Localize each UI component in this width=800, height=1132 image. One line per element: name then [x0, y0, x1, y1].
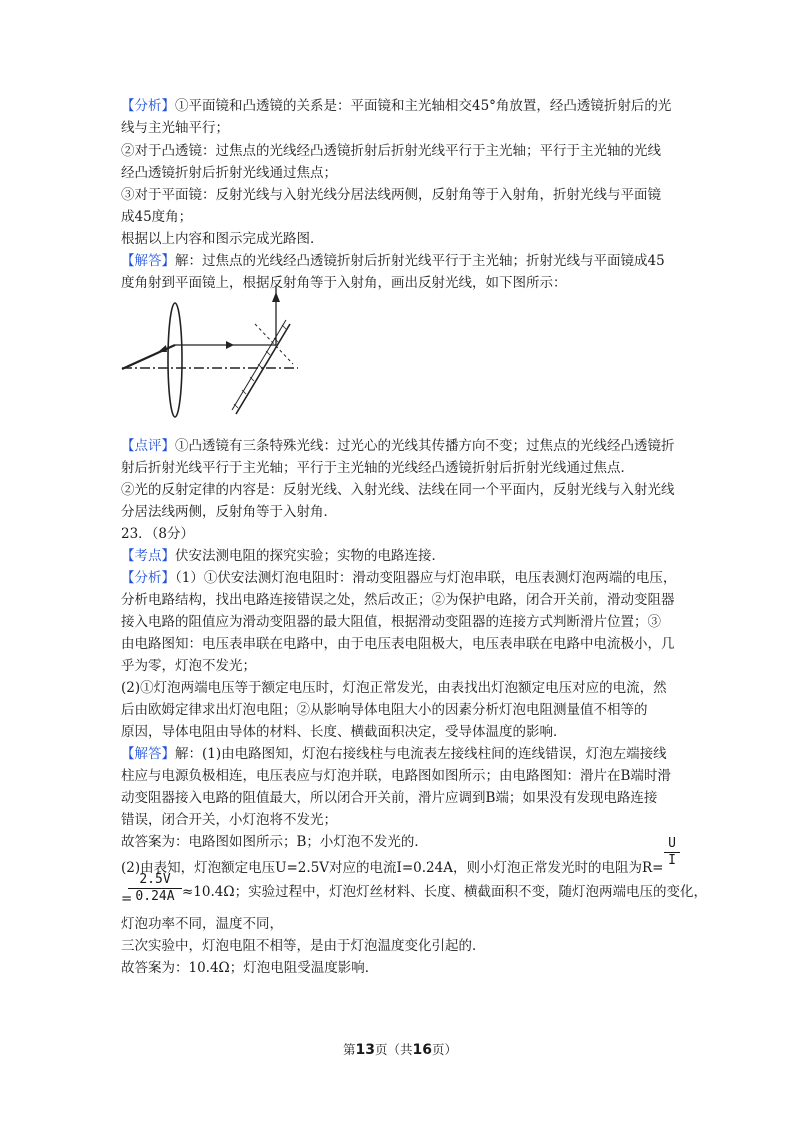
plane-mirror	[236, 324, 290, 414]
analysis2-line-8: 原因，导体电阻由导体的材料、长度、横截面积决定，受导体温度的影响．	[121, 724, 567, 740]
answer2-line-9: 三次实验中，灯泡电阻不相等，是由于灯泡温度变化引起的．	[121, 938, 486, 954]
question-number: 23．（8分）	[121, 526, 195, 542]
answer-line-2: 度角射到平面镜上，根据反射角等于入射角，画出反射光线，如下图所示：	[121, 275, 567, 291]
comment-line-1: 【点评】①凸透镜有三条特殊光线：过光心的光线其传播方向不变；过焦点的光线经凸透镜折	[121, 438, 675, 454]
answer2-line-5: 故答案为：电路图如图所示；B；小灯泡不发光的．	[121, 834, 428, 850]
analysis-line-4: 经凸透镜折射后折射光线通过焦点；	[121, 165, 337, 181]
analysis-line-2: 线与主光轴平行；	[121, 120, 229, 136]
keypoint-tag: 【考点】	[121, 548, 175, 564]
reflected-arrow	[272, 292, 280, 302]
light-path-diagram	[118, 282, 318, 422]
answer-tag: 【解答】	[121, 253, 175, 269]
analysis2-line-4: 由电路图知：电压表串联在电路中，由于电压表电阻极大，电压表串联在电路中电流极小，几	[121, 636, 675, 652]
answer2-line-7: ≈10.4Ω；实验过程中，灯泡灯丝材料、长度、横截面积不变，随灯泡两端电压的变化，	[182, 884, 708, 900]
mirror-hatching	[234, 325, 286, 408]
convex-lens	[168, 303, 182, 417]
analysis-line-1: 【分析】①平面镜和凸透镜的关系是：平面镜和主光轴相交45°角放置，经凸透镜折射后的光	[121, 98, 672, 114]
answer2-line-4: 错误，闭合开关，小灯泡将不发光；	[121, 812, 337, 828]
analysis2-line-6: (2)①灯泡两端电压等于额定电压时，灯泡正常发光，由表找出灯泡额定电压对应的电流，然	[121, 680, 667, 696]
analysis2-line-3: 接入电路的阻值应为滑动变阻器的最大阻值，根据滑动变阻器的连接方式判断滑片位置；③	[121, 614, 661, 630]
answer2-tag: 【解答】	[121, 746, 175, 762]
analysis-line-3: ②对于凸透镜：过焦点的光线经凸透镜折射后折射光线平行于主光轴；平行于主光轴的光线	[121, 143, 661, 159]
analysis-line-7: 根据以上内容和图示完成光路图．	[121, 231, 324, 247]
total-page-count: 16	[412, 1042, 432, 1058]
current-page-number: 13	[355, 1042, 375, 1058]
comment-tag: 【点评】	[121, 438, 175, 454]
refracted-arrow	[226, 341, 234, 349]
answer2-line-8: 灯泡功率不同，温度不同，	[121, 916, 283, 932]
fraction-voltage-over-current: $\frac{2.5V}{0.24A}$	[128, 872, 182, 904]
answer2-line-10: 故答案为：10.4Ω；灯泡电阻受温度影响．	[121, 960, 379, 976]
page-footer: 第13页（共16页）	[342, 1042, 457, 1058]
keypoint-line: 【考点】伏安法测电阻的探究实验；实物的电路连接．	[121, 548, 445, 564]
analysis2-line-1: 【分析】（1）①伏安法测灯泡电阻时：滑动变阻器应与灯泡串联，电压表测灯泡两端的电压，	[121, 570, 677, 586]
fraction-u-over-i: $\frac{U}{I}$	[664, 836, 680, 868]
analysis2-line-2: 分析电路结构，找出电路连接错误之处，然后改正；②为保护电路，闭合开关前，滑动变阻器	[121, 592, 675, 608]
analysis-tag: 【分析】	[121, 98, 175, 114]
comment-line-2: 射后折射光线平行于主光轴；平行于主光轴的光线经凸透镜折射后折射光线通过焦点．	[121, 460, 634, 476]
answer2-line-6: (2)由表知，灯泡额定电压U=2.5V对应的电流I=0.24A，则小灯泡正常发光时的电阻为R=	[121, 860, 664, 876]
incident-ray	[122, 345, 175, 369]
answer2-line-3: 动变阻器接入电路的阻值最大，所以闭合开关前，滑片应调到B端；如果没有发现电路连接	[121, 790, 658, 806]
analysis2-tag: 【分析】	[121, 570, 175, 586]
analysis2-line-5: 乎为零，灯泡不发光；	[121, 658, 256, 674]
incident-arrow	[158, 345, 167, 352]
comment-line-3: ②光的反射定律的内容是：反射光线、入射光线、法线在同一个平面内，反射光线与入射光线	[121, 482, 675, 498]
analysis-line-6: 成45度角；	[121, 209, 193, 225]
equals-sign: =	[121, 891, 133, 907]
answer2-line-1: 【解答】解：(1)由电路图知，灯泡右接线柱与电流表左接线柱间的连线错误，灯泡左端接线	[121, 746, 667, 762]
comment-line-4: 分居法线两侧，反射角等于入射角．	[121, 504, 337, 520]
answer2-line-2: 柱应与电源负极相连，电压表应与灯泡并联，电路图如图所示；由电路图知：滑片在B端时滑	[121, 768, 671, 784]
analysis-line-5: ③对于平面镜：反射光线与入射光线分居法线两侧，反射角等于入射角，折射光线与平面镜	[121, 187, 661, 203]
analysis2-line-7: 后由欧姆定律求出灯泡电阻；②从影响导体电阻大小的因素分析灯泡电阻测量值不相等的	[121, 702, 648, 718]
answer-line-1: 【解答】解：过焦点的光线经凸透镜折射后折射光线平行于主光轴；折射光线与平面镜成45	[121, 253, 665, 269]
